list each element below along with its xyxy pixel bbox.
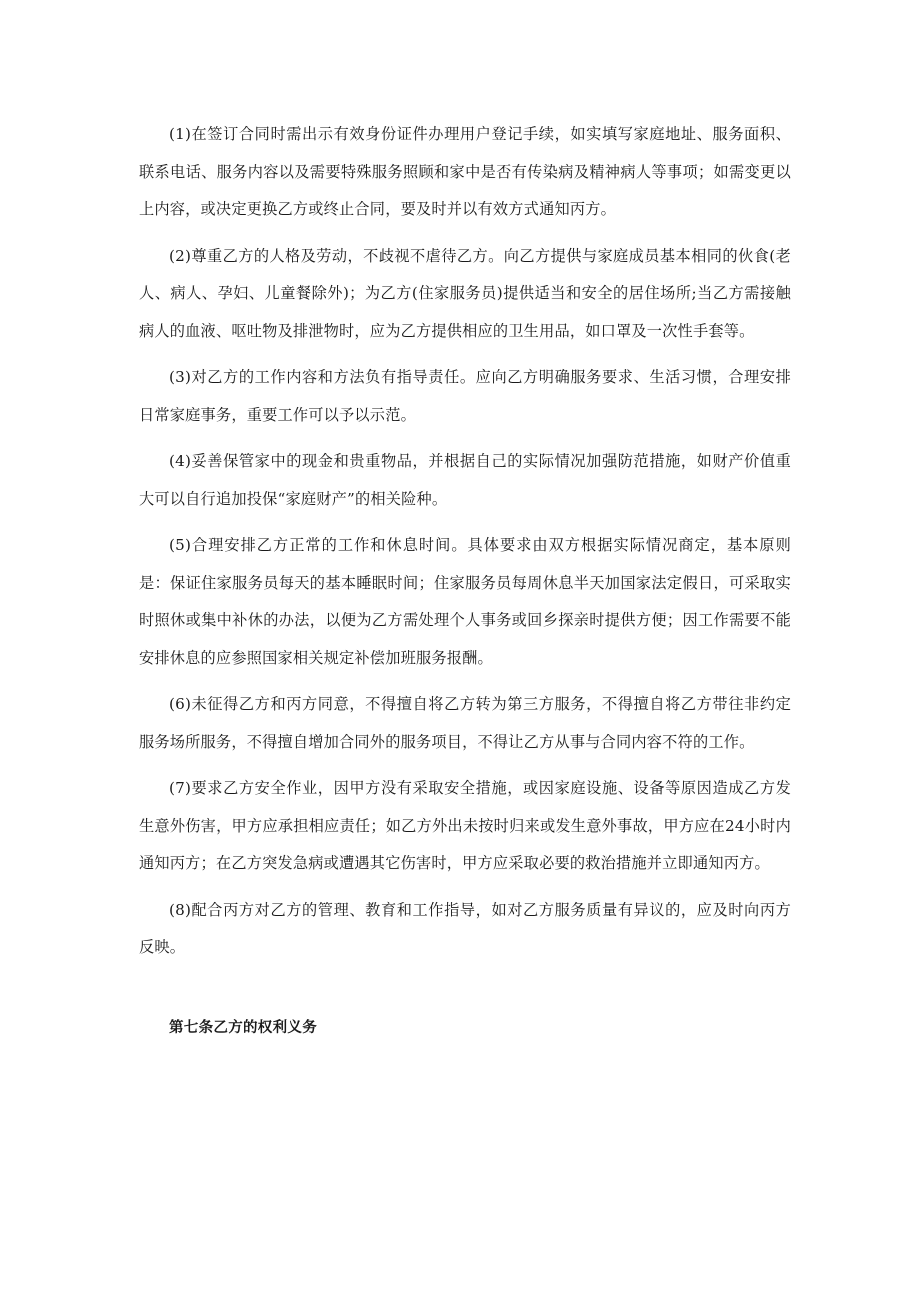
section-heading: 第七条乙方的权利义务 xyxy=(169,1019,317,1036)
clause-4-paragraph: (4)妥善保管家中的现金和贵重物品，并根据自己的实际情况加强防范措施，如财产价值重大可以自行追加投保“家庭财产”的相关险种。 xyxy=(139,452,791,508)
clause-8-paragraph: (8)配合丙方对乙方的管理、教育和工作指导，如对乙方服务质量有异议的，应及时向丙方反映。 xyxy=(139,900,791,956)
clause-5-paragraph: (5)合理安排乙方正常的工作和休息时间。具体要求由双方根据实际情况商定，基本原则是：保证住家服务员每天的基本睡眠时间；住家服务员每周休息半天加国家法定假日，可采取实时照休或集中补休的办法，以便为乙方需处理个人事务或回乡探亲时提供方便；因工作需要不能安排休息的应参照国家相关规定补偿加班服务报酬。 xyxy=(139,536,791,667)
clause-2-paragraph: (2)尊重乙方的人格及劳动，不歧视不虐待乙方。向乙方提供与家庭成员基本相同的伙食(老人、病人、孕妇、儿童餐除外)；为乙方(住家服务员)提供适当和安全的居住场所;当乙方需接触病人的血液、呕吐物及排泄物时，应为乙方提供相应的卫生用品，如口罩及一次性手套等。 xyxy=(139,246,791,340)
document-page xyxy=(139,116,791,1043)
clause-6-paragraph: (6)未征得乙方和丙方同意，不得擅自将乙方转为第三方服务，不得擅自将乙方带往非约定服务场所服务，不得擅自增加合同外的服务项目，不得让乙方从事与合同内容不符的工作。 xyxy=(139,695,791,751)
clause-3-paragraph: (3)对乙方的工作内容和方法负有指导责任。应向乙方明确服务要求、生活习惯，合理安排日常家庭事务，重要工作可以予以示范。 xyxy=(139,368,791,424)
clause-1-paragraph: (1)在签订合同时需出示有效身份证件办理用户登记手续，如实填写家庭地址、服务面积、联系电话、服务内容以及需要特殊服务照顾和家中是否有传染病及精神病人等事项；如需变更以上内容，或决定更换乙方或终止合同，要及时并以有效方式通知丙方。 xyxy=(139,125,791,218)
clause-7-paragraph: (7)要求乙方安全作业，因甲方没有采取安全措施，或因家庭设施、设备等原因造成乙方发生意外伤害，甲方应承担相应责任；如乙方外出未按时归来或发生意外事故，甲方应在24小时内通知丙方；在乙方突发急病或遭遇其它伤害时，甲方应采取必要的救治措施并立即通知丙方。 xyxy=(139,779,791,872)
